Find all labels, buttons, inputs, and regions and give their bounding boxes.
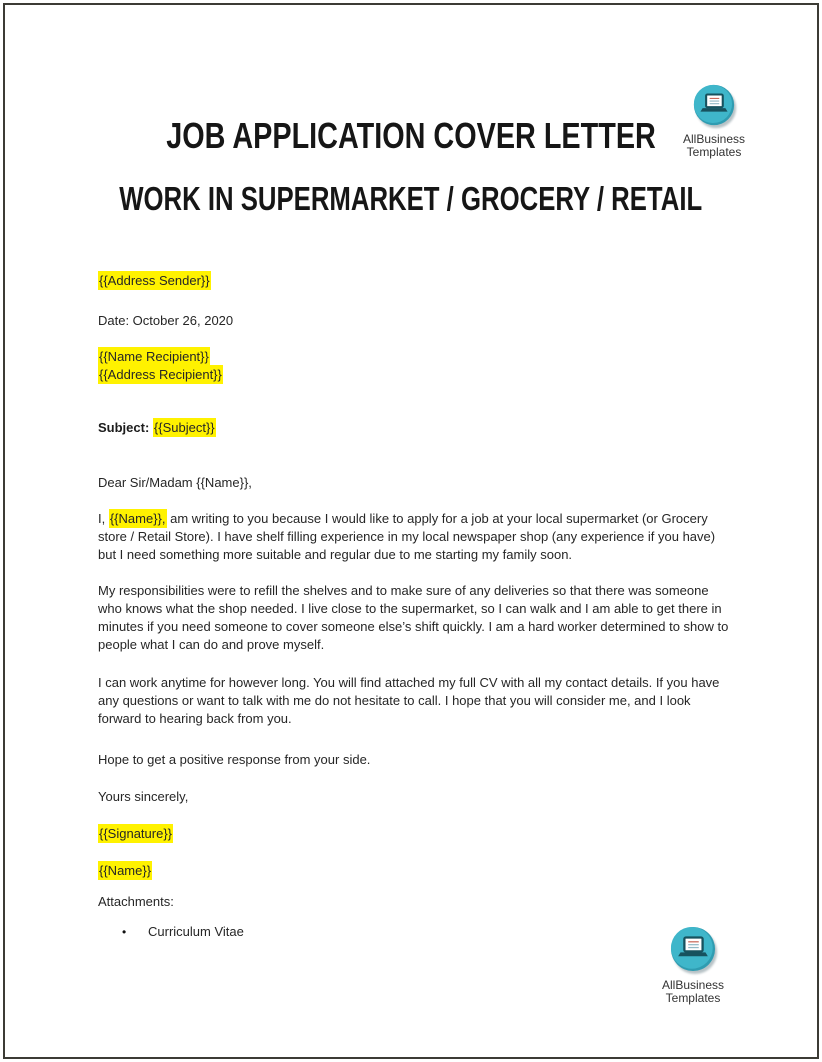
paragraph-availability: I can work anytime for however long. You will find attached my full CV with all my contact details. If you have any questions or want to talk with me do not hesitate to call. I hope that you will consider me, and I look forward to hearing back from you. <box>98 675 720 726</box>
address-sender-placeholder <box>98 272 732 290</box>
closing-hope: Hope to get a positive response from your side. <box>98 752 371 767</box>
recipient-block <box>98 348 732 384</box>
bullet-icon: • <box>122 925 127 939</box>
salutation: Dear Sir/Madam {{Name}}, <box>98 475 252 490</box>
letter-body <box>98 272 732 941</box>
brand-line1: AllBusiness <box>682 132 746 146</box>
document-subtitle: WORK IN SUPERMARKET / GROCERY / RETAIL <box>119 180 703 217</box>
attachment-item <box>98 923 732 941</box>
allbusiness-logo-bottom <box>643 926 743 1005</box>
subject-label: Subject: <box>98 420 150 435</box>
name-highlight: {{Name}}, <box>109 511 166 526</box>
signature-highlight: {{Signature}} <box>99 826 173 841</box>
subject-highlight: {{Subject}} <box>153 420 215 435</box>
brand-line2: Templates <box>686 145 742 159</box>
brand-name <box>643 979 743 1005</box>
attachments-label: Attachments: <box>98 894 174 909</box>
date-line: Date: October 26, 2020 <box>98 313 234 328</box>
subject-line <box>98 419 732 437</box>
document-title: JOB APPLICATION COVER LETTER <box>166 115 656 156</box>
closing-sincerely: Yours sincerely, <box>98 789 189 804</box>
attachment-name: Curriculum Vitae <box>148 924 244 939</box>
intro-rest: am writing to you because I would like to apply for a job at your local supermarket (or Grocery store / Retail Store). I have shelf filling experience in my local newspaper shop (any experience if you have) but I need something more suitable and regular due to me starting my family soon. <box>98 511 716 562</box>
name-sign-highlight: {{Name}} <box>99 863 152 878</box>
laptop-icon <box>670 926 716 972</box>
brand-line2: Templates <box>665 991 721 1005</box>
paragraph-responsibilities: My responsibilities were to refill the shelves and to make sure of any deliveries so that there was someone who knows what the shop needed. I live close to the supermarket, so I can walk and I am able to get there in minutes if you need someone to cover someone else’s shift quickly. I am a hard worker determined to show to people what I can do and prove myself. <box>98 583 729 652</box>
intro-prefix: I, <box>98 511 109 526</box>
address-sender-highlight: {{Address Sender}} <box>99 273 210 288</box>
brand-line1: AllBusiness <box>661 978 725 992</box>
name-placeholder <box>98 862 732 880</box>
address-recipient-highlight: {{Address Recipient}} <box>99 367 222 382</box>
signature-placeholder <box>98 825 732 843</box>
name-recipient-highlight: {{Name Recipient}} <box>99 349 209 364</box>
paragraph-intro <box>98 510 732 564</box>
